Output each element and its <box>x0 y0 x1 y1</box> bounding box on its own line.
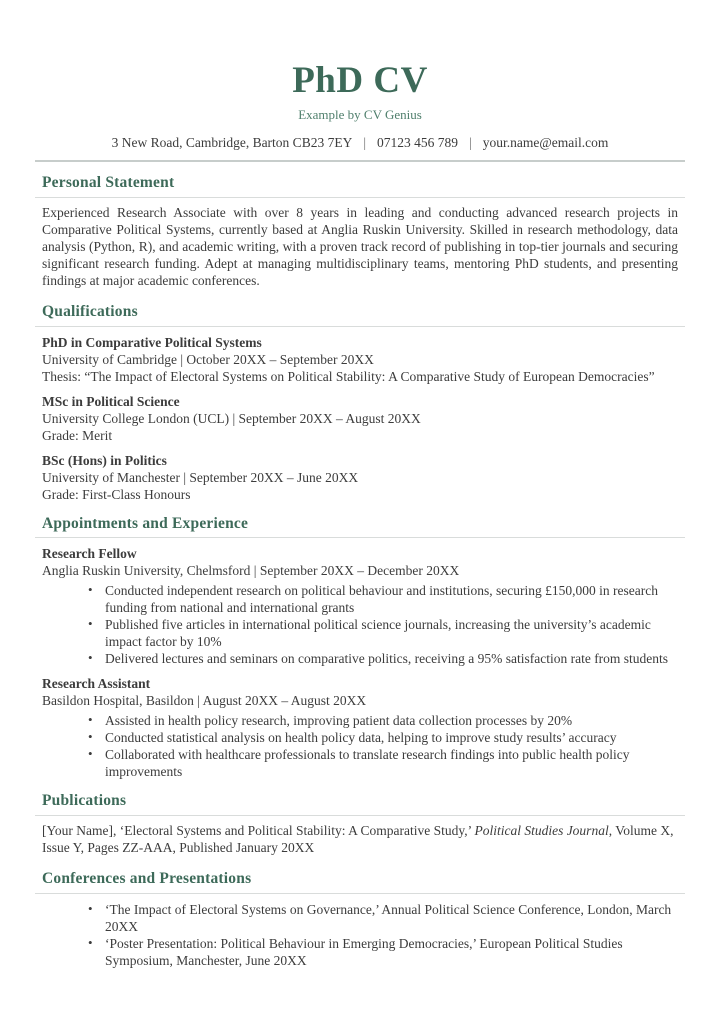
bullet-text: Assisted in health policy research, improving patient data collection processes by 20% <box>105 713 573 729</box>
separator: | <box>363 135 367 151</box>
divider <box>35 815 685 816</box>
qualification-entry <box>42 334 678 385</box>
section-heading-conferences: Conferences and Presentations <box>42 870 252 888</box>
institution-line: University of Manchester | September 20XX – June 20XX <box>42 469 359 485</box>
contact-address: 3 New Road, Cambridge, Barton CB23 7EY <box>111 135 353 151</box>
publication-text: [Your Name], ‘Electoral Systems and Political Stability: A Comparative Study,’ <box>42 822 475 838</box>
institution-line: University of Cambridge | October 20XX – September 20XX <box>42 351 374 367</box>
separator: | <box>469 135 472 151</box>
contact-email: your.name@email.com <box>482 135 609 151</box>
detail-line: Thesis: “The Impact of Electoral Systems on Political Stability: A Comparative Study of European Democracies” <box>42 368 655 384</box>
list-item <box>42 746 678 780</box>
section-experience <box>42 514 678 781</box>
bullet-list <box>42 712 678 780</box>
detail-line: Grade: First-Class Honours <box>42 486 191 502</box>
page-title: PhD CV <box>292 60 428 101</box>
personal-statement-text: Experienced Research Associate with over 8 years in leading and conducting advanced research projects in Comparative Political Systems, currently based at Anglia Ruskin University. Skilled in research methodology, data analysis (Python, R), and academic writing, with a proven track record of publishing in top-tier journals and securing significant research funding. Adept at managing multidisciplinary teams, mentoring PhD students, and presenting findings at major academic conferences. <box>42 204 678 288</box>
section-heading-publications: Publications <box>42 792 127 810</box>
section-heading-personal-statement: Personal Statement <box>42 174 175 192</box>
bullet-icon: • <box>88 746 93 762</box>
role-title: Research Fellow <box>42 546 137 562</box>
divider <box>35 326 685 327</box>
contact-line <box>42 134 678 151</box>
experience-role <box>42 675 678 780</box>
bullet-text: Published five articles in international political science journals, increasing the university’s academic impact factor by 10% <box>105 617 651 650</box>
publication-entry <box>42 822 678 856</box>
degree-title: BSc (Hons) in Politics <box>42 452 167 468</box>
list-item <box>42 901 678 935</box>
section-publications <box>42 791 678 856</box>
bullet-text: Conducted statistical analysis on health policy data, helping to improve study results’ accuracy <box>105 730 617 746</box>
bullet-icon: • <box>88 712 93 728</box>
bullet-text: Collaborated with healthcare professionals to translate research findings into public health policy improvements <box>105 747 630 780</box>
bullet-text: ‘The Impact of Electoral Systems on Governance,’ Annual Political Science Conference, London, March 20XX <box>105 901 672 934</box>
list-item <box>42 935 678 969</box>
institution-line: University College London (UCL) | September 20XX – August 20XX <box>42 410 421 426</box>
detail-line: Grade: Merit <box>42 427 113 443</box>
role-meta: Basildon Hospital, Basildon | August 20XX – August 20XX <box>42 693 367 709</box>
bullet-text: ‘Poster Presentation: Political Behaviour in Emerging Democracies,’ European Political Studies Symposium, Manchester, June 20XX <box>105 935 623 968</box>
contact-phone: 07123 456 789 <box>377 135 459 151</box>
publication-text: , Volume X, Issue Y, Pages ZZ-AAA, Published January 20XX <box>42 822 674 855</box>
role-meta: Anglia Ruskin University, Chelmsford | September 20XX – December 20XX <box>42 563 460 579</box>
bullet-icon: • <box>88 729 93 745</box>
list-item <box>42 616 678 650</box>
divider <box>35 197 685 198</box>
bullet-list <box>42 582 678 667</box>
bullet-icon: • <box>88 616 93 632</box>
bullet-icon: • <box>88 900 93 916</box>
bullet-icon: • <box>88 582 93 598</box>
header-divider <box>35 160 685 162</box>
section-personal-statement <box>42 173 678 289</box>
degree-title: PhD in Comparative Political Systems <box>42 334 262 350</box>
bullet-text: Delivered lectures and seminars on comparative politics, receiving a 95% satisfaction rate from students <box>105 651 669 667</box>
divider <box>35 537 685 538</box>
cv-header <box>42 62 678 162</box>
publication-journal: Political Studies Journal <box>474 822 609 838</box>
bullet-text: Conducted independent research on political behaviour and institutions, securing £150,000 in research funding from national and international grants <box>105 583 658 616</box>
list-item <box>42 712 678 729</box>
page-subtitle: Example by CV Genius <box>298 107 422 122</box>
role-title: Research Assistant <box>42 676 151 692</box>
section-conferences <box>42 869 678 969</box>
qualification-entry <box>42 452 678 503</box>
list-item <box>42 729 678 746</box>
bullet-list <box>42 901 678 969</box>
bullet-icon: • <box>88 934 93 950</box>
list-item <box>42 650 678 667</box>
qualification-entry <box>42 393 678 444</box>
divider <box>35 893 685 894</box>
bullet-icon: • <box>88 650 93 666</box>
degree-title: MSc in Political Science <box>42 393 180 409</box>
section-heading-experience: Appointments and Experience <box>42 514 249 532</box>
experience-role <box>42 545 678 667</box>
section-qualifications <box>42 302 678 503</box>
section-heading-qualifications: Qualifications <box>42 303 138 321</box>
list-item <box>42 582 678 616</box>
